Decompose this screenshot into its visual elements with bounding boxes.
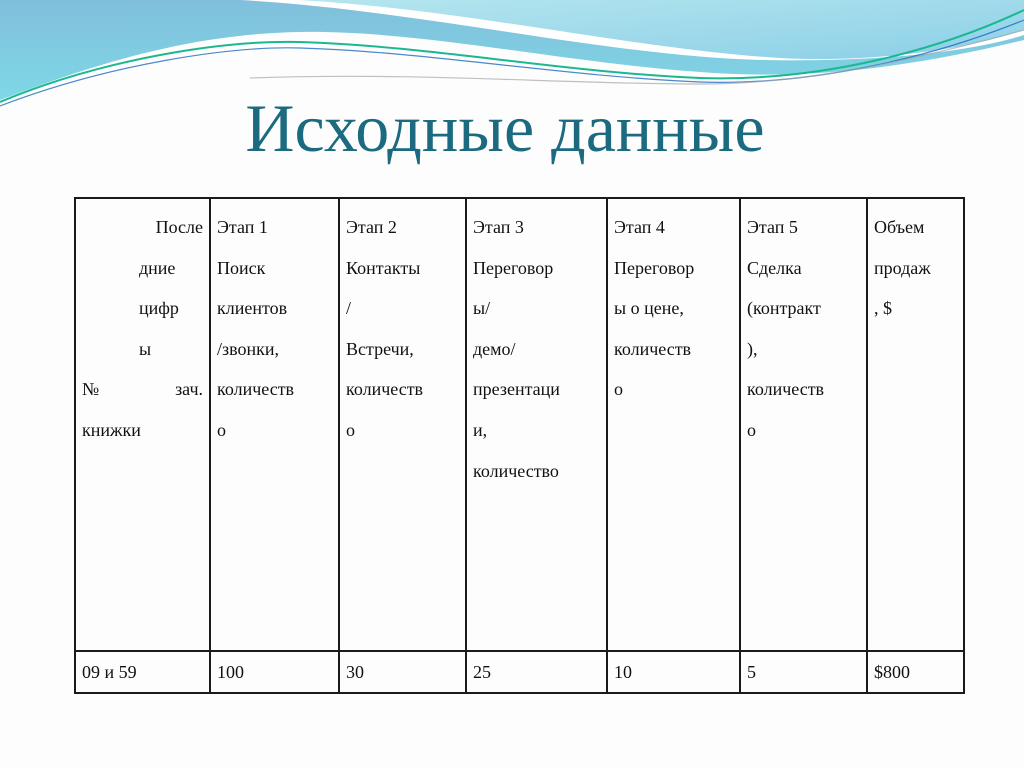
header-cell-stage-5 bbox=[740, 198, 867, 651]
value-cell-sales-volume: $800 bbox=[867, 651, 964, 693]
header-text-line: Этап 2 bbox=[346, 217, 397, 237]
header-text-line: Поиск bbox=[217, 257, 266, 278]
header-cell-stage-2 bbox=[339, 198, 466, 651]
value-cell-stage-4: 10 bbox=[607, 651, 740, 693]
header-text-line: презентаци bbox=[473, 379, 560, 400]
header-text-line: о bbox=[747, 419, 756, 440]
header-text-line: количеств bbox=[346, 379, 424, 400]
header-text-line: количеств bbox=[614, 338, 692, 359]
header-text-line bbox=[82, 369, 203, 410]
header-text-line: количество bbox=[473, 460, 559, 481]
value-cell-stage-5: 5 bbox=[740, 651, 867, 693]
header-text-line: После bbox=[155, 217, 203, 237]
value-cell-stage-1: 100 bbox=[210, 651, 339, 693]
header-text-line: (контракт bbox=[747, 298, 821, 319]
header-text-line: Этап 4 bbox=[614, 217, 665, 237]
header-cell-stage-1 bbox=[210, 198, 339, 651]
header-text-line: /звонки, bbox=[217, 338, 279, 359]
header-text-line: Контакты bbox=[346, 257, 421, 278]
header-text-line: количеств bbox=[217, 379, 295, 400]
header-text-line: ы/ bbox=[473, 298, 491, 319]
header-text-line: Объем bbox=[874, 217, 925, 237]
header-text-line: ы о цене, bbox=[614, 298, 684, 319]
header-text-line: Этап 5 bbox=[747, 217, 798, 237]
header-text-line: продаж bbox=[874, 257, 931, 278]
header-text-line: Этап 3 bbox=[473, 217, 524, 237]
header-text-line: ), bbox=[747, 338, 758, 359]
header-text-line: о bbox=[614, 379, 623, 400]
header-text-line: Встречи, bbox=[346, 338, 414, 359]
value-cell-stage-3: 25 bbox=[466, 651, 607, 693]
source-data-table bbox=[74, 197, 965, 694]
header-text-line: Переговор bbox=[614, 257, 695, 278]
header-text-line: / bbox=[346, 298, 352, 319]
header-text-line: клиентов bbox=[217, 298, 288, 319]
header-text-line: количеств bbox=[747, 379, 825, 400]
header-text-line: , $ bbox=[874, 298, 892, 319]
header-cell-stage-4 bbox=[607, 198, 740, 651]
header-cell-sales-volume bbox=[867, 198, 964, 651]
header-text-line: демо/ bbox=[473, 338, 516, 359]
header-text-line: Переговор bbox=[473, 257, 554, 278]
header-cell-stage-3 bbox=[466, 198, 607, 651]
header-text-line: Этап 1 bbox=[217, 217, 268, 237]
value-cell-record-book: 09 и 59 bbox=[75, 651, 210, 693]
slide-title: Исходные данные bbox=[245, 90, 765, 166]
header-text-word: зач. bbox=[175, 379, 203, 400]
header-text-line: и, bbox=[473, 419, 488, 440]
header-text-line: Сделка bbox=[747, 257, 802, 278]
header-text-line: о bbox=[217, 419, 226, 440]
header-text-line: ы bbox=[139, 338, 152, 359]
table-row bbox=[75, 651, 964, 693]
value-cell-stage-2: 30 bbox=[339, 651, 466, 693]
table-header-row bbox=[75, 198, 964, 651]
header-text-line: о bbox=[346, 419, 355, 440]
header-text-line: дние bbox=[139, 257, 176, 278]
number-sign: № bbox=[82, 379, 100, 400]
header-text-line: цифр bbox=[139, 298, 179, 319]
header-cell-record-book bbox=[75, 198, 210, 651]
header-text-line: книжки bbox=[82, 419, 141, 440]
